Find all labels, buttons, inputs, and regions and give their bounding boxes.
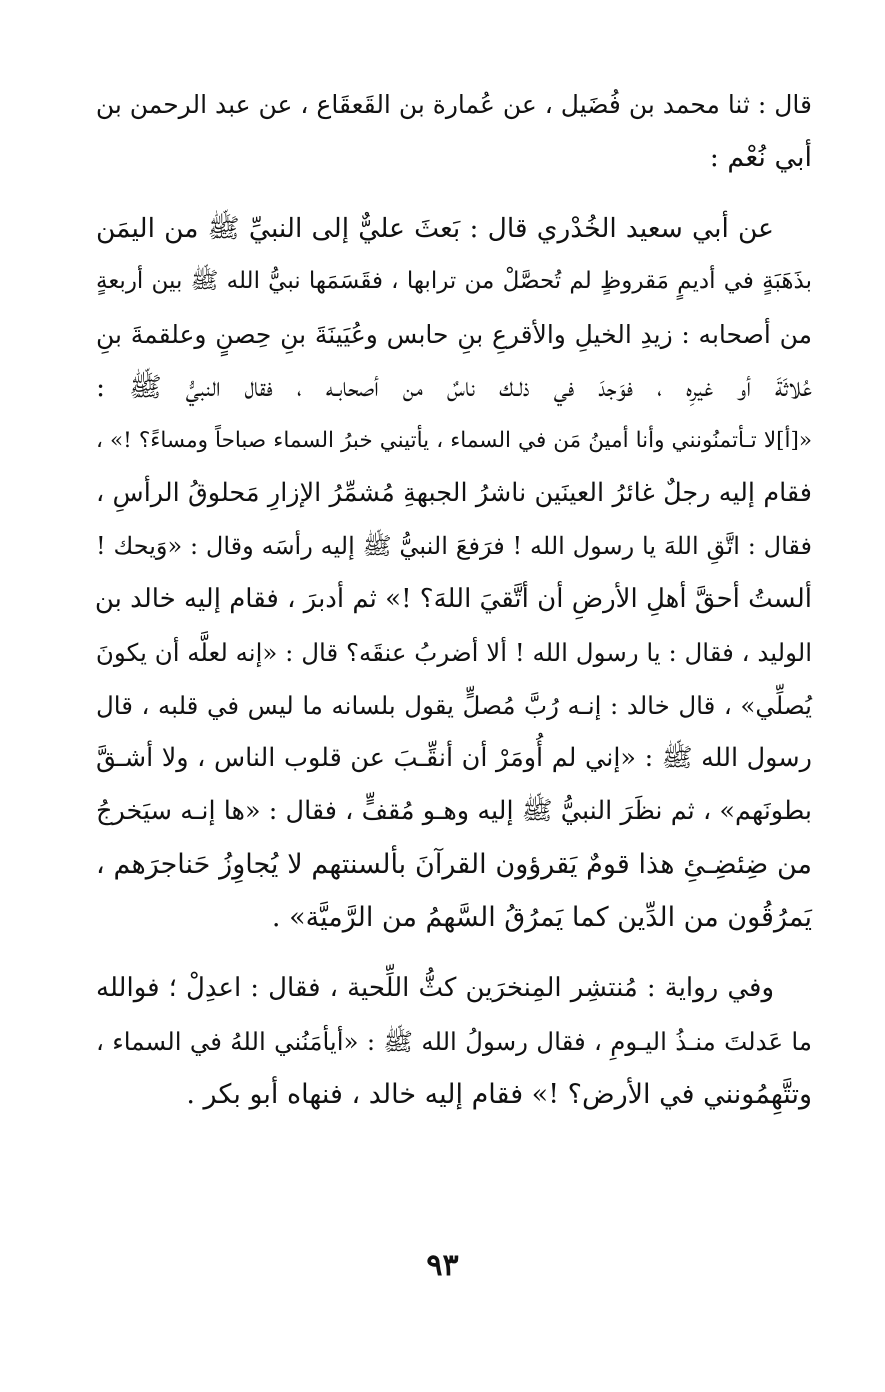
paragraph-riwaya: [96, 962, 812, 1121]
text-line: قال : ثنا محمد بن فُضَيل ، عن عُمارة بن القَعقَاع ، عن عبد الرحمن بن: [95, 90, 812, 119]
text-line: ألستُ أحقَّ أهلِ الأرضِ أن أتَّقيَ اللهَ؟ !» ثم أدبرَ ، فقام إليه خالد بن: [94, 584, 812, 614]
text-line: بذَهَبَةٍ في أديمٍ مَقروظٍ لم تُحصَّلْ من ترابها ، فقَسَمَها نبيُّ الله ﷺ بين أربعةٍ: [96, 268, 812, 294]
text-line: يُصلِّي» ، قال خالد : إنـه رُبَّ مُصلٍّ يقول بلسانه ما ليس في قلبه ، قال: [96, 691, 812, 720]
paragraph-hadith: [96, 202, 812, 944]
text-line: «[أ]لا تـأتمنُونني وأنا أمينُ مَن في السماء ، يأتيني خبرُ السماء صباحاً ومساءً؟ !» ،: [96, 428, 812, 453]
text-line: فقال : اتَّقِ اللهَ يا رسول الله ! فرَفعَ النبيُّ ﷺ إليه رأسَه وقال : «وَيحك !: [96, 532, 812, 560]
text-line: رسول الله ﷺ : «إني لم أُومَرْ أن أنقِّـبَ عن قلوب الناس ، ولا أشـقَّ: [96, 743, 812, 773]
page-body: [96, 78, 812, 1121]
text-line: من ضِئضِـئِ هذا قومٌ يَقرؤون القرآنَ بألسنتهم لا يُجاوِزُ حَناجرَهم ،: [96, 849, 812, 880]
text-line: عُلاثَةَ أو غيرِه ، فوَجدَ في ذلـك ناسٌ من أصحابـه ، فقال النبيُّ ﷺ :: [96, 372, 812, 403]
text-line: وفي رواية : مُنتشِر المِنخرَين كثُّ اللِّحية ، فقال : اعدِلْ ؛ فوالله: [96, 973, 774, 1003]
text-line: فقام إليه رجلٌ غائرُ العينَين ناشرُ الجبهةِ مُشمِّرُ الإزارِ مَحلوقُ الرأسِ ،: [96, 478, 812, 508]
paragraph-gap: [96, 184, 812, 202]
paragraph-isnad: [96, 78, 812, 184]
text-line: ما عَدلتَ منـذُ اليـومِ ، فقال رسولُ الله ﷺ : «أيأمَنُني اللهُ في السماء ،: [96, 1027, 812, 1056]
text-line: عن أبي سعيد الخُدْري قال : بَعثَ عليٌّ إلى النبيِّ ﷺ من اليمَن: [96, 213, 774, 244]
text-line: بطونَهم» ، ثم نظَرَ النبيُّ ﷺ إليه وهـو مُقفٍّ ، فقال : «ها إنـه سيَخرجُ: [96, 796, 812, 826]
text-line: الوليد ، فقال : يا رسول الله ! ألا أضربُ عنقَه؟ قال : «إنه لعلَّه أن يكونَ: [95, 638, 812, 667]
text-line: وتتَّهِمُونني في الأرض؟ !» فقام إليه خالد ، فنهاه أبو بكر .: [186, 1079, 812, 1110]
page-number: ٩٣: [426, 1248, 459, 1283]
paragraph-gap: [96, 944, 812, 962]
text-line: يَمرُقُون من الدِّين كما يَمرُقُ السَّهمُ من الرَّميَّة» .: [271, 902, 812, 933]
text-line: من أصحابه : زيدِ الخيلِ والأقرعِ بنِ حابس وعُيَينَةَ بنِ حِصنٍ وعلقمةَ بنِ: [96, 320, 812, 349]
text-line: أبي نُعْم :: [709, 142, 812, 173]
